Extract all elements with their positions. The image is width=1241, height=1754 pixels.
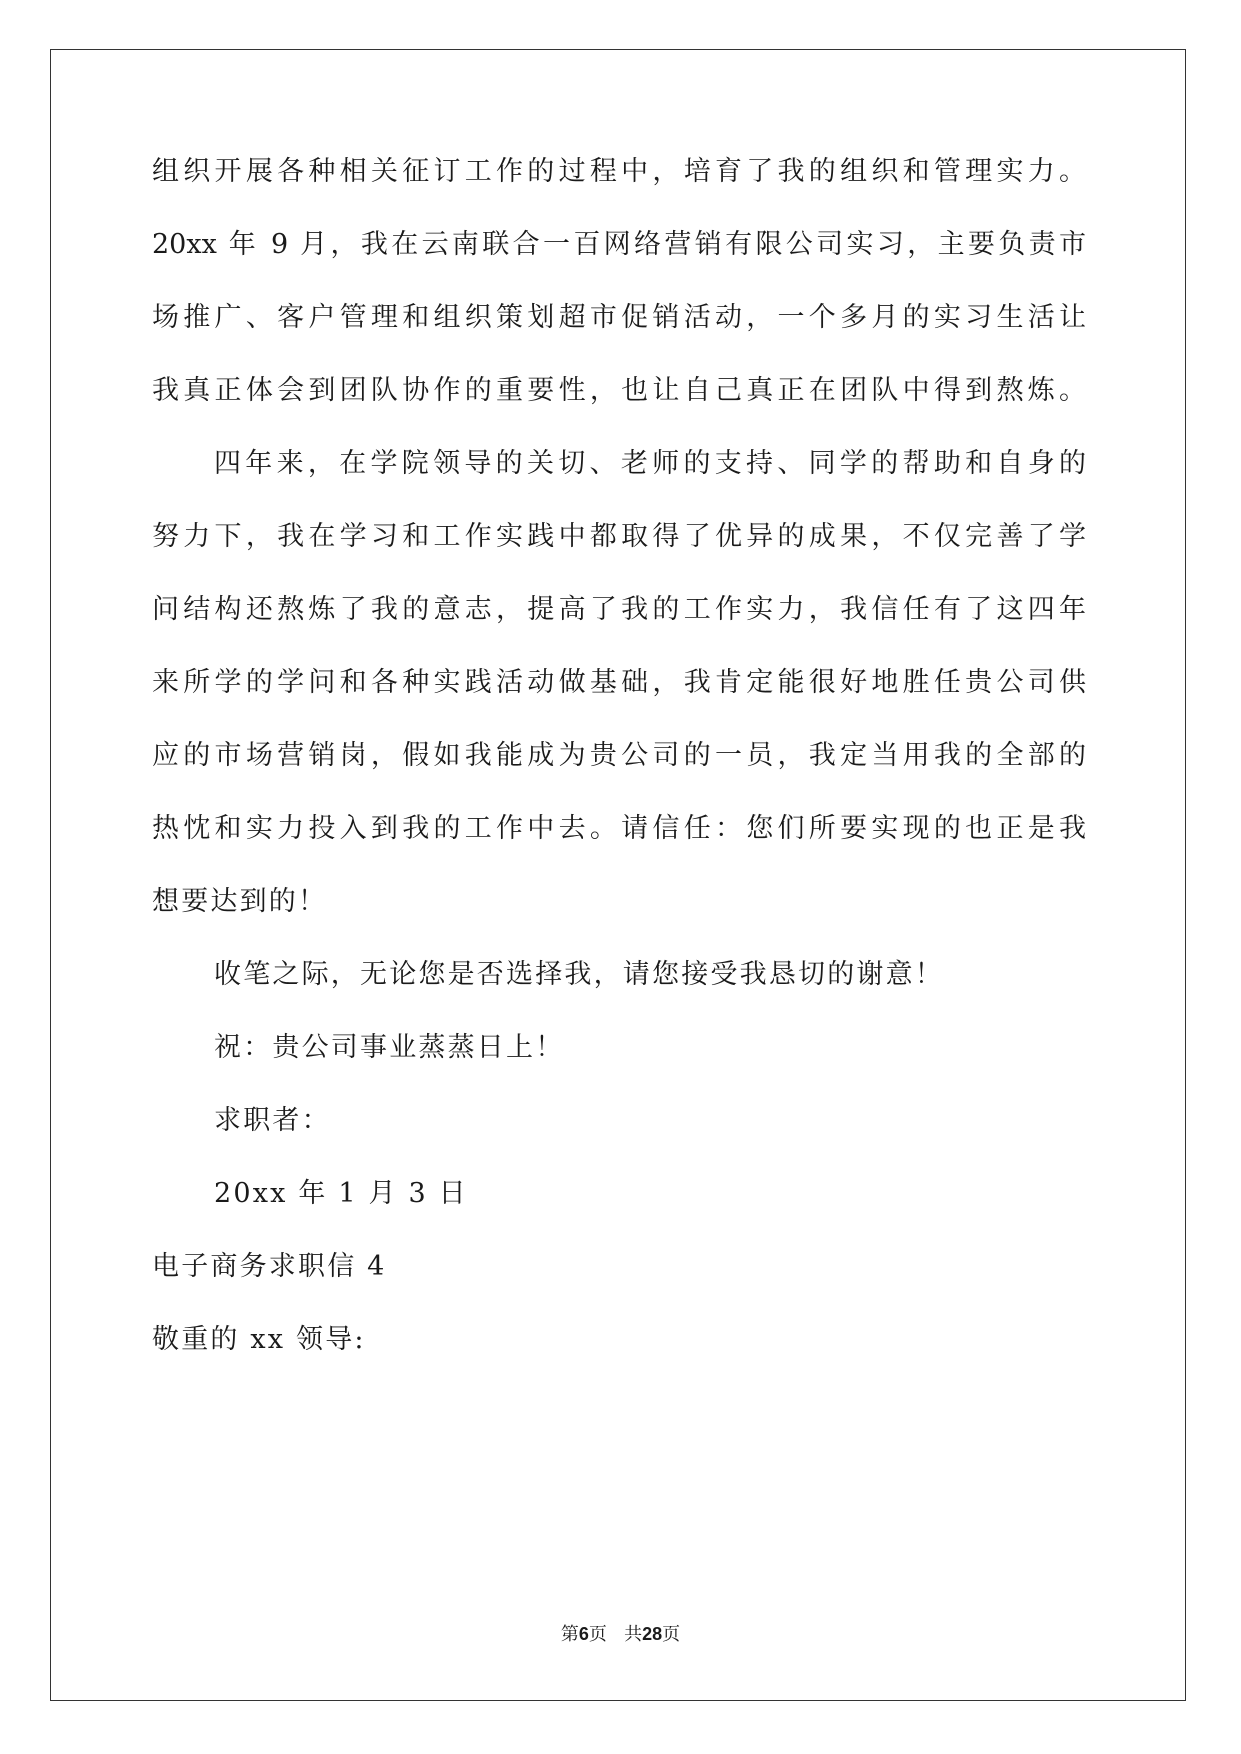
text-line-6: 努力下，我在学习和工作实践中都取得了优异的成果，不仅完善了学 xyxy=(152,521,1086,552)
text-line-8: 来所学的学问和各种实践活动做基础，我肯定能很好地胜任贵公司供 xyxy=(152,667,1086,698)
footer-page-suffix: 页 xyxy=(588,1624,607,1645)
text-line-10: 热忱和实力投入到我的工作中去。请信任：您们所要实现的也正是我 xyxy=(152,813,1086,844)
text-line-11: 想要达到的！ xyxy=(152,886,328,917)
text-line-5: 四年来，在学院领导的关切、老师的支持、同学的帮助和自身的 xyxy=(214,448,1086,479)
text-line-9: 应的市场营销岗，假如我能成为贵公司的一员，我定当用我的全部的 xyxy=(152,740,1086,771)
section-heading: 电子商务求职信 4 xyxy=(152,1251,387,1282)
text-line-1: 组织开展各种相关征订工作的过程中，培育了我的组织和管理实力。 xyxy=(152,156,1086,187)
footer-total-prefix: 共 xyxy=(624,1624,643,1645)
footer-total-suffix: 页 xyxy=(662,1624,681,1645)
page-border xyxy=(50,49,1186,1701)
footer-prefix: 第 xyxy=(560,1624,579,1645)
footer-page-number: 6 xyxy=(578,1624,589,1644)
text-line-3: 场推广、客户管理和组织策划超市促销活动，一个多月的实习生活让 xyxy=(152,302,1086,333)
text-line-7: 问结构还熬炼了我的意志，提高了我的工作实力，我信任有了这四年 xyxy=(152,594,1086,625)
page-footer xyxy=(0,1622,1241,1647)
closing-wish: 祝：贵公司事业蒸蒸日上！ xyxy=(214,1032,565,1063)
salutation: 敬重的 xx 领导: xyxy=(152,1324,366,1355)
footer-total-pages: 28 xyxy=(642,1624,663,1644)
signature-label: 求职者： xyxy=(214,1105,331,1136)
letter-date: 20xx 年 1 月 3 日 xyxy=(214,1178,468,1209)
text-line-4: 我真正体会到团队协作的重要性，也让自己真正在团队中得到熬炼。 xyxy=(152,375,1086,406)
text-line-2: 20xx 年 9 月，我在云南联合一百网络营销有限公司实习，主要负责市 xyxy=(152,229,1086,260)
text-line-12: 收笔之际，无论您是否选择我，请您接受我恳切的谢意！ xyxy=(214,959,944,990)
